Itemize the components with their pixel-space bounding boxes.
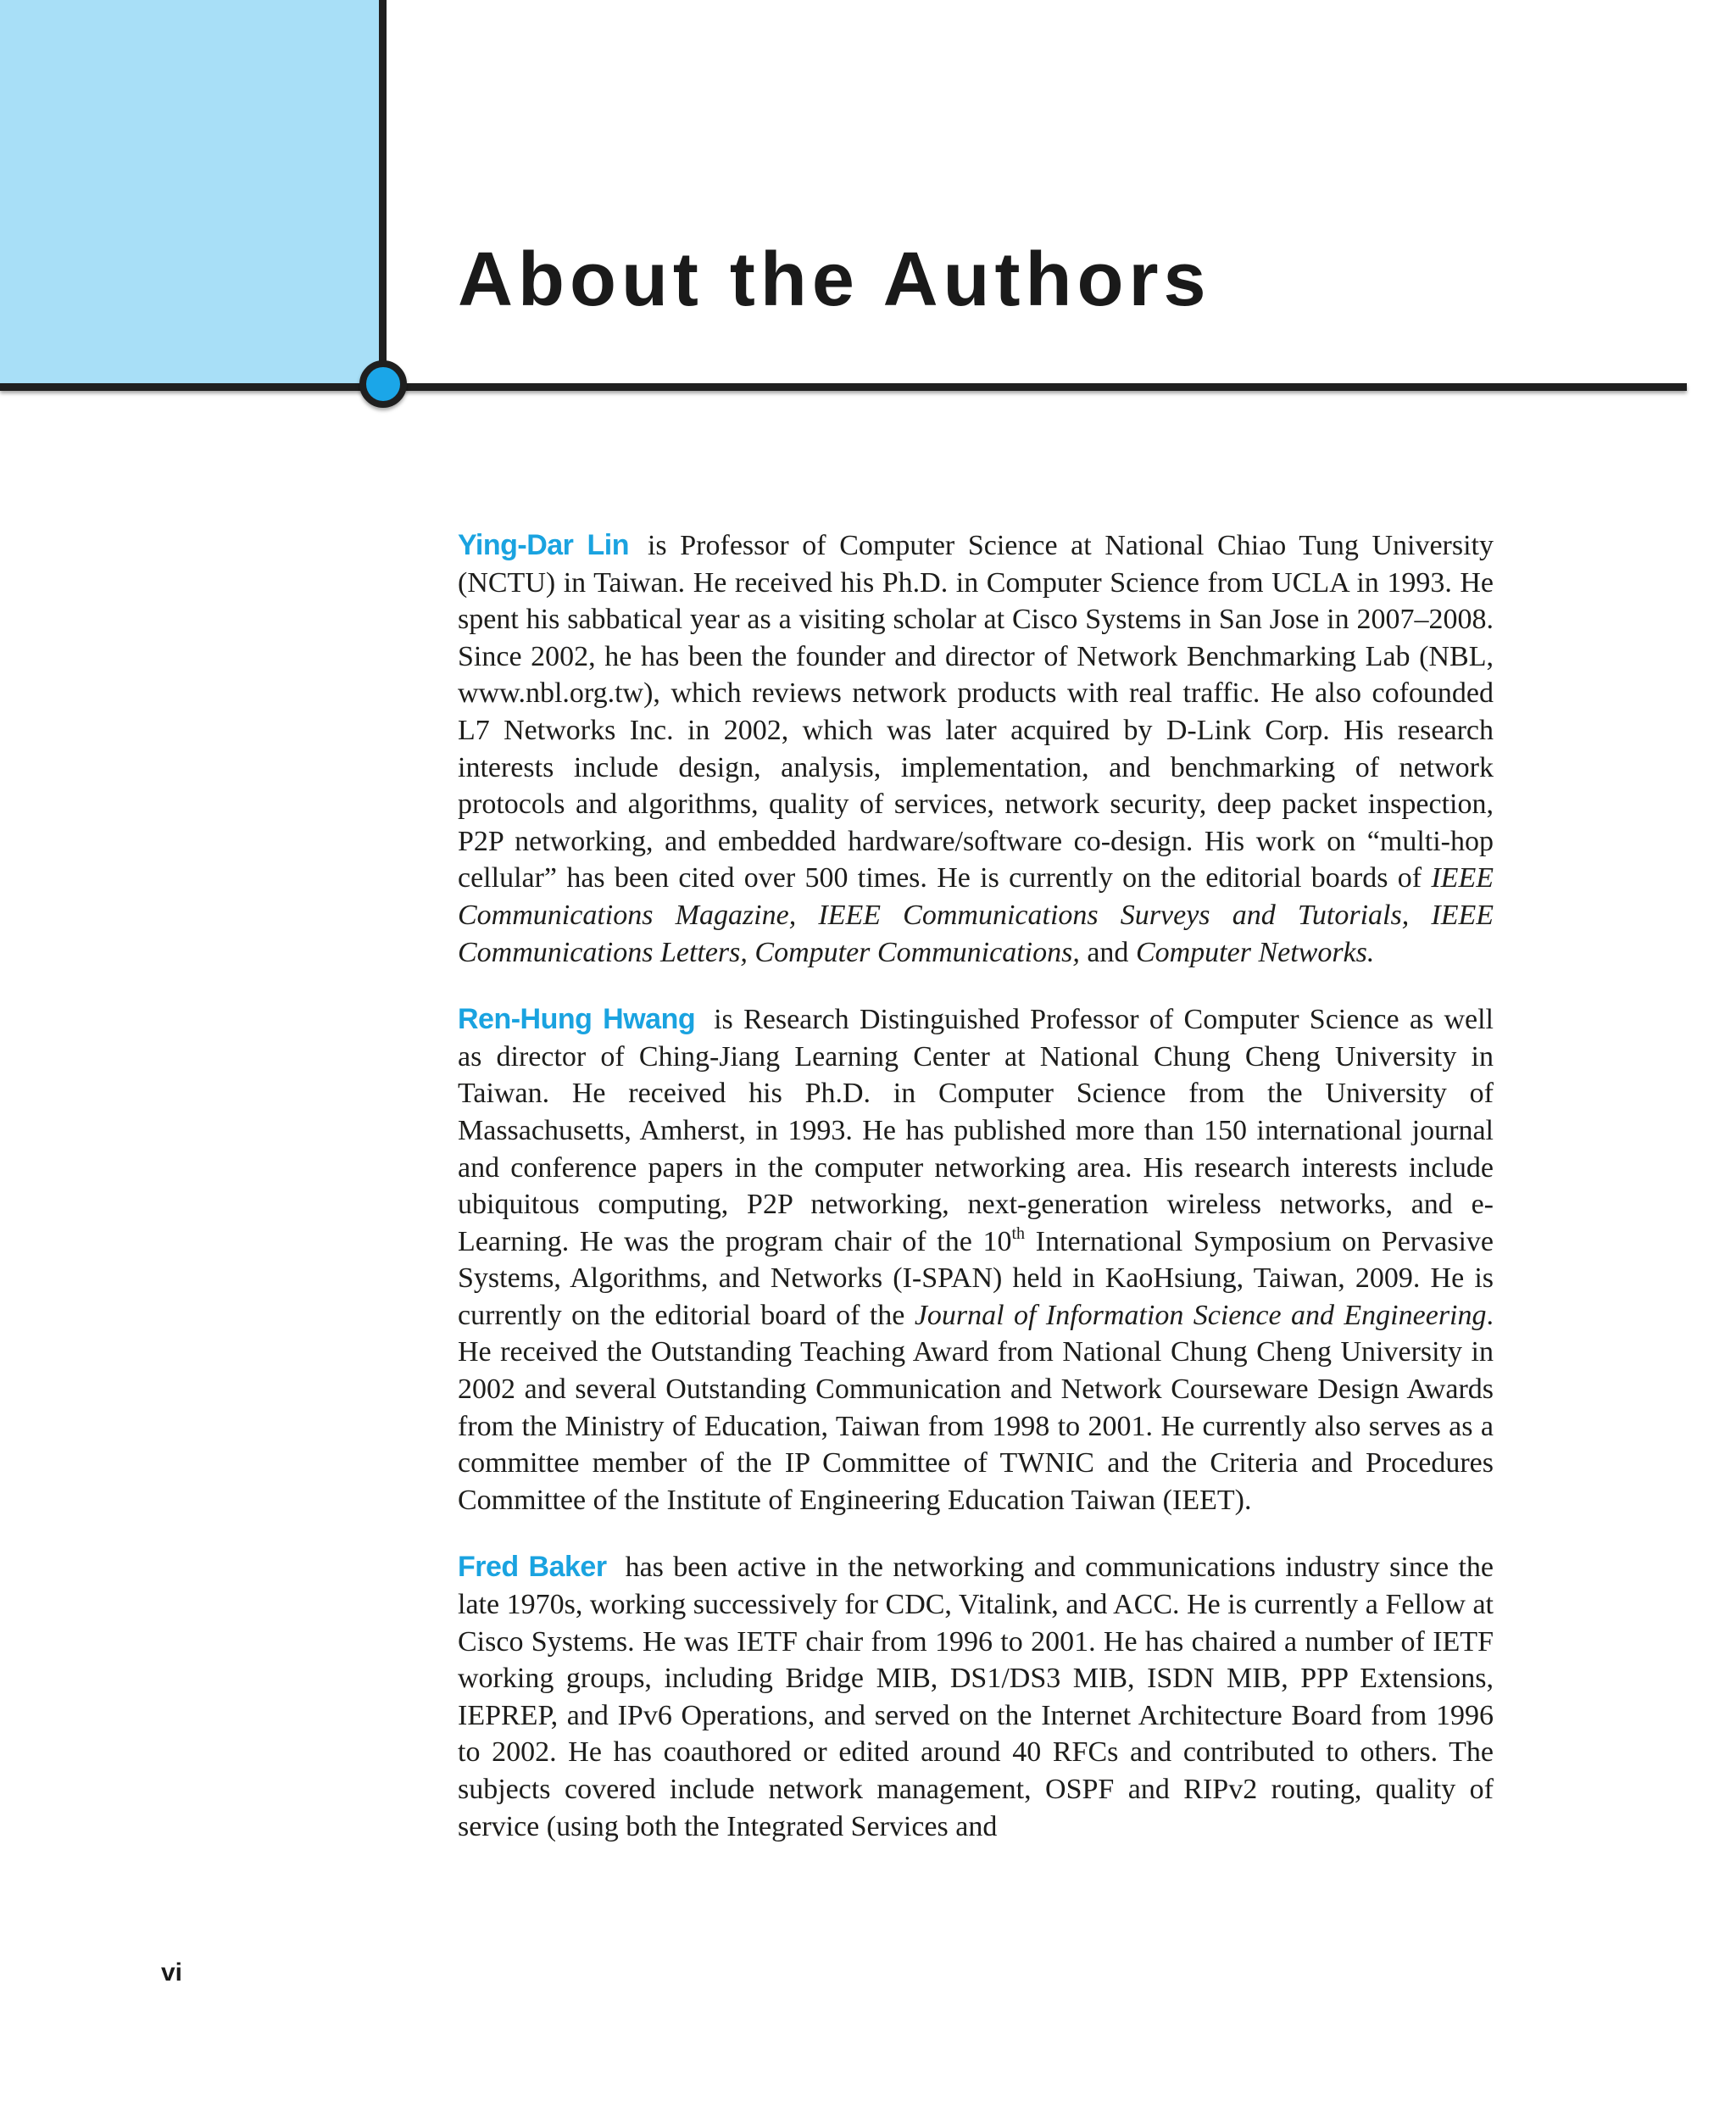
author-bios [458,527,1494,1875]
page-title: About the Authors [458,237,1211,322]
bio-journals: Journal of Information Science and Engineering [914,1299,1487,1331]
bio-text: . He received the Outstanding Teaching Award from National Chung Cheng University in 2002 and several Outstanding Communication and Network Courseware Design Awards from the Ministry of Education, Taiwan from 1998 to 2001. He currently also serves as a committee member of the IP Committee of TWNIC and the Criteria and Procedures Committee of the Institute of Engineering Education Taiwan (IEET). [458,1299,1494,1516]
bio-journals: IEEE Communications Magazine, IEEE Communications Surveys and Tutorials, IEEE Communications Letters, Computer Communications, [458,862,1494,968]
bio-ren-hung-hwang [458,1001,1494,1518]
rule-junction-dot [359,360,407,408]
bio-ying-dar-lin [458,527,1494,971]
author-name: Ying-Dar Lin [458,529,629,561]
bio-text: is Research Distinguished Professor of Computer Science as well as director of Ching-Jiang Learning Center at National Chung Cheng University in Taiwan. He received his Ph.D. in Computer Science from the University of Massachusetts, Amherst, in 1993. He has published more than 150 international journal and conference papers in the computer networking area. His research interests include ubiquitous computing, P2P networking, next-generation wireless networks, and e-Learning. He was the program chair of the 10 [458,1004,1494,1257]
bio-journals: Computer Networks. [1135,936,1375,968]
bio-fred-baker [458,1549,1494,1845]
bio-text: is Professor of Computer Science at National Chiao Tung University (NCTU) in Taiwan. He received his Ph.D. in Computer Science from UCLA in 1993. He spent his sabbatical year as a visiting scholar at Cisco Systems in San Jose in 2007–2008. Since 2002, he has been the founder and director of Network Benchmarking Lab (NBL, www.nbl.org.tw), which reviews network products with real traffic. He also cofounded L7 Networks Inc. in 2002, which was later acquired by D-Link Corp. His research interests include design, analysis, implementation, and benchmarking of network protocols and algorithms, quality of services, network security, deep packet inspection, P2P networking, and embedded hardware/software co-design. His work on “multi-hop cellular” has been cited over 500 times. He is currently on the editorial boards of [458,530,1494,894]
vertical-rule [379,0,387,387]
author-name: Ren-Hung Hwang [458,1003,696,1036]
author-name: Fred Baker [458,1551,607,1584]
bio-text: has been active in the networking and communications industry since the late 1970s, working successively for CDC, Vitalink, and ACC. He is currently a Fellow at Cisco Systems. He was IETF chair from 1996 to 2001. He has chaired a number of IETF working groups, including Bridge MIB, DS1/DS3 MIB, ISDN MIB, PPP Extensions, IEPREP, and IPv6 Operations, and served on the Internet Architecture Board from 1996 to 2002. He has coauthored or edited around 40 RFCs and contributed to others. The subjects covered include network management, OSPF and RIPv2 routing, quality of service (using both the Integrated Services and [458,1552,1494,1842]
bio-text: and [1079,936,1136,968]
header-rule [0,383,1687,391]
corner-color-block [0,0,379,387]
bio-text: International Symposium on Pervasive Systems, Algorithms, and Networks (I-SPAN) held in KaoHsiung, Taiwan, 2009. He is currently on the editorial board of the [458,1225,1494,1331]
page-number: vi [161,1959,183,1986]
ordinal-suffix: th [1011,1223,1026,1243]
